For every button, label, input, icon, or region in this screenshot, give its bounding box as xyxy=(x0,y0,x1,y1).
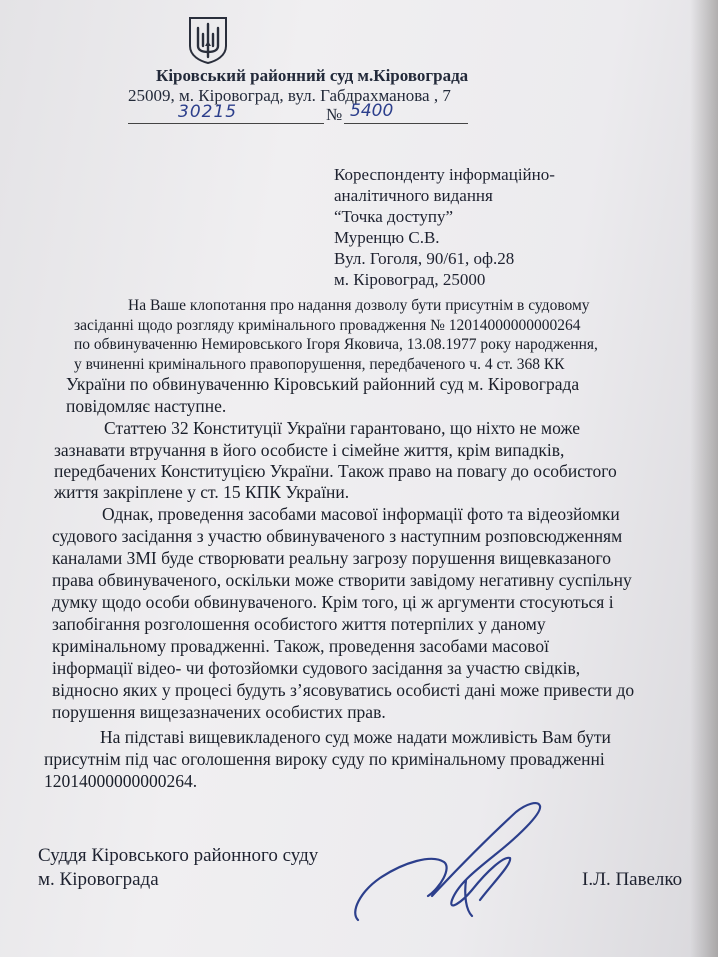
body-line: Однак, проведення засобами масової інформації фото та відеозйомки xyxy=(102,504,620,524)
body-line: присутнім під час оголошення вироку суду по кримінальному провадженні xyxy=(44,749,605,769)
judge-title: Суддя Кіровського районного суду xyxy=(38,845,319,866)
recipient-block xyxy=(334,164,555,290)
recipient-line: Кореспонденту інформаційно- xyxy=(334,165,555,184)
body-line: кримінальному провадженні. Також, проведення засобами масової xyxy=(52,636,549,656)
body-line: засіданні щодо розгляду кримінального провадження № 12014000000000264 xyxy=(74,317,581,334)
recipient-line: Муренцю С.В. xyxy=(334,228,440,247)
handwritten-date: 30215 xyxy=(178,102,238,122)
body-line: 12014000000000264. xyxy=(44,771,198,791)
recipient-line: м. Кіровоград, 25000 xyxy=(334,270,486,289)
body-line: у вчиненні кримінального правопорушення, передбаченого ч. 4 ст. 368 КК xyxy=(74,356,565,373)
coat-of-arms-icon xyxy=(186,16,230,64)
body-line: Статтею 32 Конституції України гарантовано, що ніхто не може xyxy=(104,418,581,438)
court-address: 25009, м. Кіровоград, вул. Габдрахманова , 7 xyxy=(128,86,451,105)
court-name: Кіровський районний суд м.Кіровограда xyxy=(156,66,469,85)
body-line: каналами ЗМІ буде створювати реальну загрозу порушення вищевказаного xyxy=(52,548,612,568)
judge-city: м. Кіровограда xyxy=(38,869,159,890)
handwritten-number: 5400 xyxy=(350,101,394,121)
recipient-line: “Точка доступу” xyxy=(334,207,454,226)
body-line: життя закріплене у ст. 15 КПК України. xyxy=(54,482,350,502)
recipient-line: аналітичного видання xyxy=(334,186,493,205)
body-line: запобігання розголошення особистого життя потерпілих у даному xyxy=(52,614,546,634)
body-line: передбачених Конституцією України. Також право на повагу до особистого xyxy=(54,461,617,481)
body-line: відносно яких у процесі будуть з’ясовуватись особисті дані може привести до xyxy=(52,680,635,700)
body-line: повідомляє наступне. xyxy=(66,396,227,416)
body-line: думку щодо особи обвинуваченого. Крім того, ці ж аргументи стосуються і xyxy=(52,592,614,612)
judge-name: І.Л. Павелко xyxy=(582,869,683,890)
body-line: України по обвинуваченню Кіровський районний суд м. Кіровограда xyxy=(66,374,580,394)
signature-icon xyxy=(340,792,580,932)
body-line: порушення вищезазначених особистих прав. xyxy=(52,702,386,722)
body-line: інформації відео- чи фотозйомки судового засідання за участю свідків, xyxy=(52,658,581,678)
recipient-line: Вул. Гоголя, 90/61, оф.28 xyxy=(334,249,515,268)
date-underline xyxy=(128,123,324,124)
body-line: права обвинуваченого, оскільки може створити завідому негативну суспільну xyxy=(52,570,632,590)
body-line: судового засідання з участю обвинуваченого з наступним розповсюдженням xyxy=(52,526,623,546)
body-line: На підставі вищевикладеного суд може надати можливість Вам бути xyxy=(100,727,611,747)
number-underline xyxy=(344,123,468,124)
number-label: № xyxy=(326,105,343,124)
body-line: На Ваше клопотання про надання дозволу бути присутнім в судовому xyxy=(128,297,590,314)
body-line: по обвинуваченню Немировського Ігоря Яковича, 13.08.1977 року народження, xyxy=(74,336,598,353)
page-edge-shadow xyxy=(690,0,718,957)
body-line: зазнавати втручання в його особисте і сімейне життя, крім випадків, xyxy=(54,440,565,460)
